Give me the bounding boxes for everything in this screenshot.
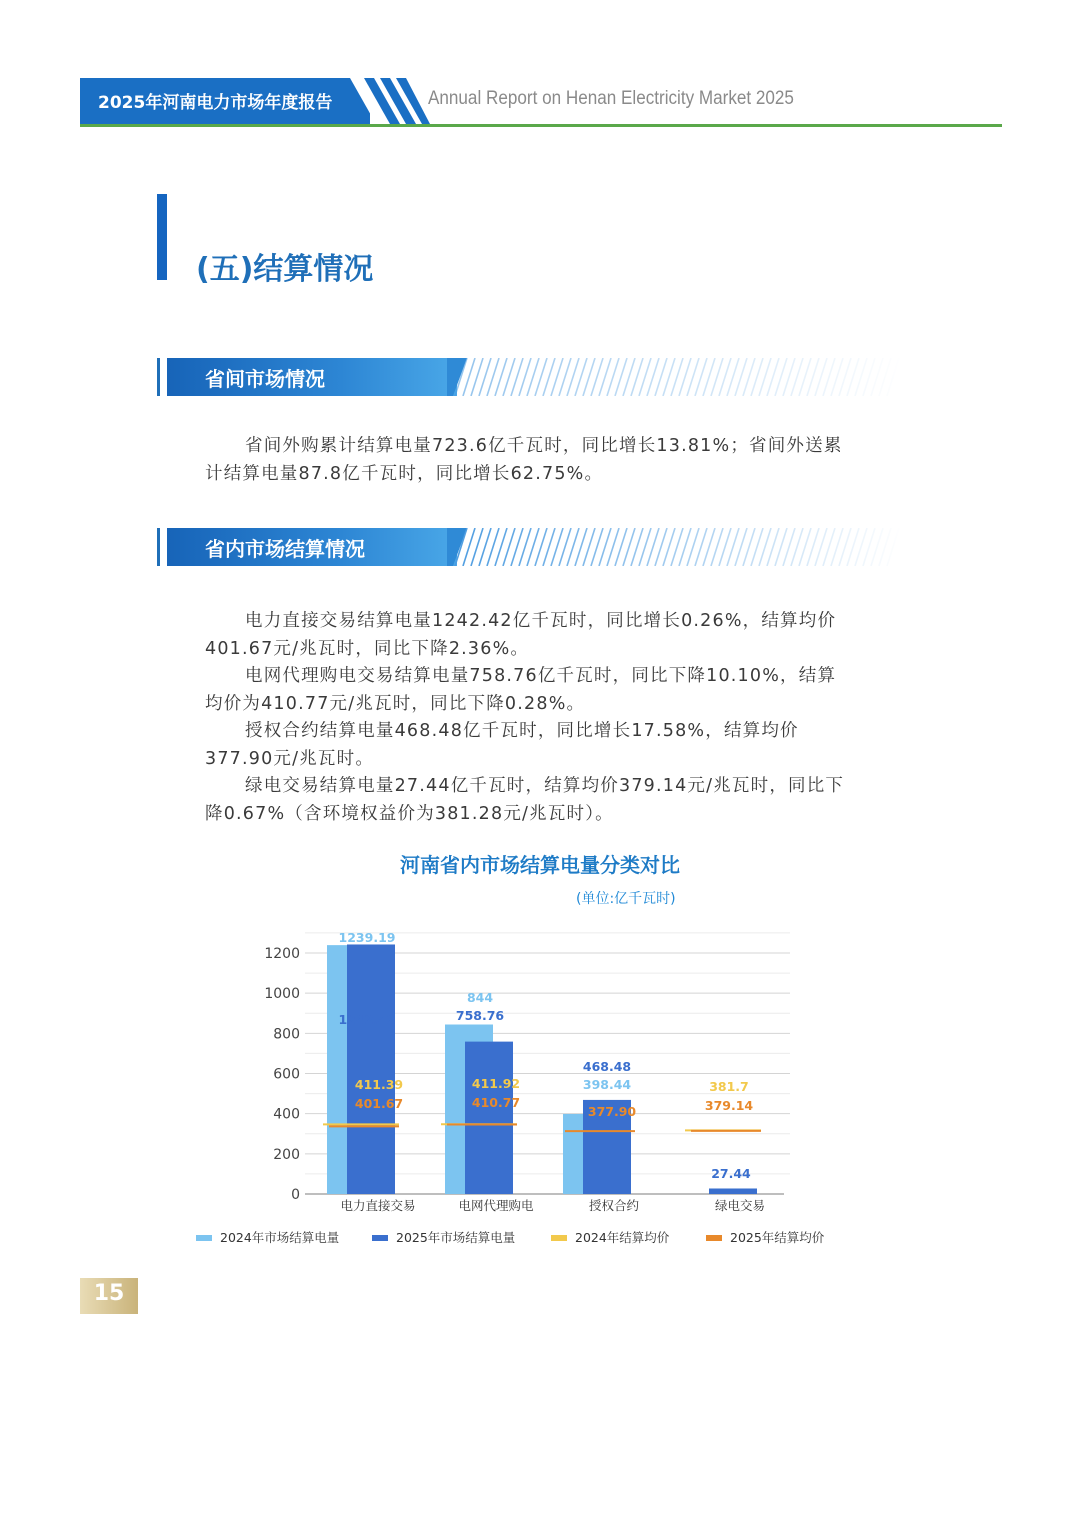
report-title: 2025年河南电力市场年度报告 — [98, 93, 333, 113]
legend-label: 2025年市场结算电量 — [396, 1230, 516, 1245]
data-label-2024-price: 411.39 — [354, 1077, 404, 1092]
body-text: 省间外购累计结算电量723.6亿千瓦时，同比增长13.81%；省间外送累计结算电量87.8亿千瓦时，同比增长62.75%。 — [205, 436, 843, 484]
bar-2025 — [465, 1042, 513, 1194]
section-title: (五)结算情况 — [196, 252, 374, 287]
data-label-2025-price: 377.90 — [587, 1104, 637, 1119]
page-number: 15 — [93, 1281, 125, 1306]
legend-label: 2025年结算均价 — [730, 1230, 825, 1245]
data-label-2025-price: 379.14 — [704, 1098, 754, 1113]
data-label-2025-volume: 1242.42 — [338, 1012, 396, 1027]
y-tick-label: 800 — [273, 1026, 300, 1043]
y-tick-label: 1000 — [264, 986, 300, 1003]
bar-2025 — [709, 1188, 757, 1194]
y-tick-label: 1200 — [264, 946, 300, 962]
x-category-label: 电网代理购电 — [458, 1198, 534, 1213]
subsection-banner-intraprovincial — [157, 528, 902, 566]
y-tick-label: 400 — [273, 1106, 300, 1123]
data-label-2025-price: 410.77 — [471, 1095, 521, 1110]
data-label-2025-volume: 758.76 — [455, 1008, 505, 1023]
data-label-2025-volume: 27.44 — [711, 1166, 751, 1181]
x-category-label: 绿电交易 — [714, 1198, 766, 1213]
legend-label: 2024年结算均价 — [575, 1230, 670, 1245]
subsection-title: 省间市场情况 — [205, 367, 325, 391]
paragraph-intraprovincial — [205, 608, 845, 828]
y-tick-label: 600 — [273, 1066, 300, 1083]
paragraph-interprovincial — [205, 433, 845, 488]
legend-swatch — [706, 1235, 722, 1241]
banner-accent-line — [157, 358, 160, 396]
data-label-2024-price: 411.92 — [471, 1076, 521, 1091]
header-stripes-decoration — [350, 78, 430, 124]
x-category-label: 电力直接交易 — [340, 1198, 416, 1213]
data-label-2025-price: 401.67 — [354, 1096, 404, 1111]
banner-stripes-decoration — [447, 528, 902, 566]
settlement-volume-chart — [0, 900, 1080, 1260]
subsection-title: 省内市场结算情况 — [205, 537, 365, 561]
data-label-2024-price: 381.7 — [709, 1079, 749, 1094]
legend-swatch — [551, 1235, 567, 1241]
x-category-label: 授权合约 — [588, 1198, 640, 1213]
data-label-2025-volume: 468.48 — [582, 1059, 632, 1074]
data-label-2024-volume: 844 — [466, 990, 494, 1005]
body-text: 绿电交易结算电量27.44亿千瓦时，结算均价379.14元/兆瓦时，同比下降0.67%（含环境权益价为381.28元/兆瓦时）。 — [205, 776, 845, 824]
legend-label: 2024年市场结算电量 — [220, 1230, 340, 1245]
legend-swatch — [196, 1235, 212, 1241]
data-label-2024-volume: 1239.19 — [338, 930, 396, 945]
y-tick-label: 200 — [273, 1146, 300, 1163]
section-accent-bar — [157, 194, 167, 280]
y-tick-label: 0 — [291, 1187, 300, 1203]
body-text: 电网代理购电交易结算电量758.76亿千瓦时，同比下降10.10%，结算均价为410.77元/兆瓦时，同比下降0.28%。 — [205, 666, 837, 714]
legend-swatch — [372, 1235, 388, 1241]
header-rule — [80, 124, 1002, 127]
bar-2025 — [347, 944, 395, 1194]
chart-unit: (单位:亿千瓦时) — [576, 891, 676, 907]
banner-stripes-decoration — [447, 358, 902, 396]
body-text: 授权合约结算电量468.48亿千瓦时，同比增长17.58%，结算均价377.90元/兆瓦时。 — [205, 721, 799, 769]
chart-title: 河南省内市场结算电量分类对比 — [400, 853, 680, 877]
data-label-2024-volume: 398.44 — [582, 1077, 632, 1092]
body-text: 电力直接交易结算电量1242.42亿千瓦时，同比增长0.26%，结算均价401.67元/兆瓦时，同比下降2.36%。 — [205, 611, 837, 659]
subsection-banner-interprovincial — [157, 358, 902, 396]
banner-accent-line — [157, 528, 160, 566]
report-subtitle-en: Annual Report on Henan Electricity Market 2025 — [428, 88, 794, 109]
